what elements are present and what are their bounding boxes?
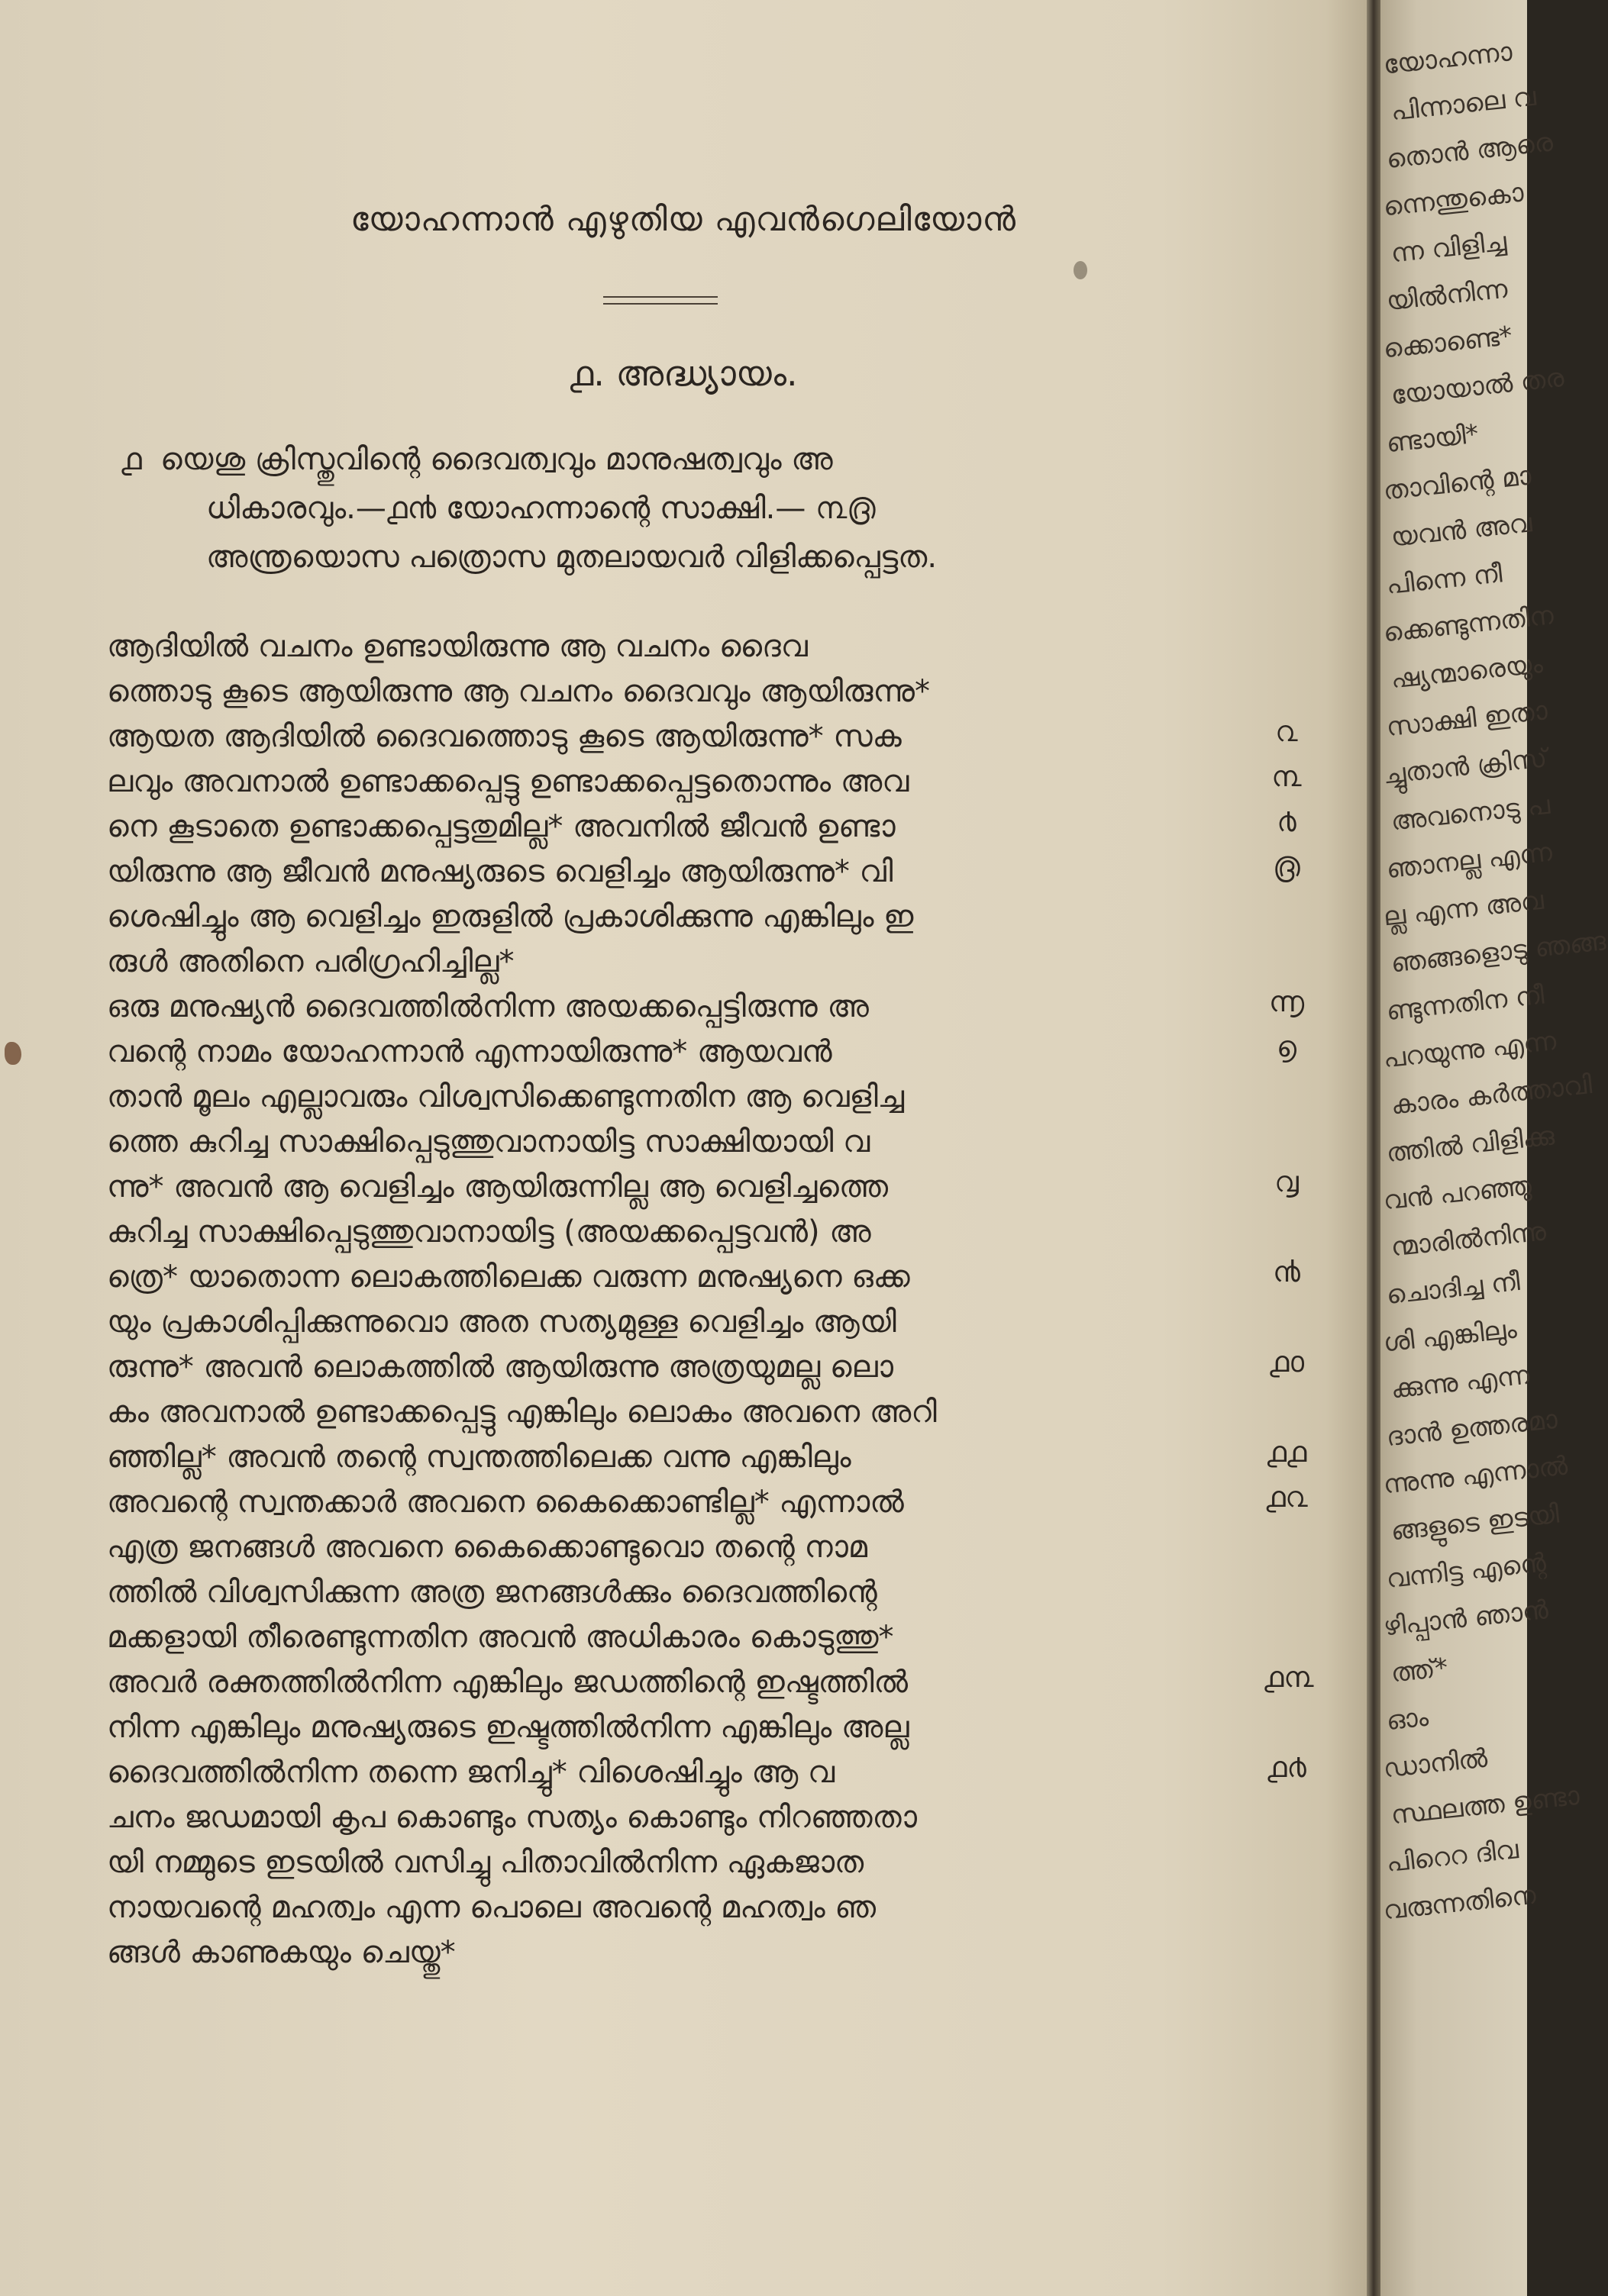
right-page-line: യോയാൽ തര bbox=[1389, 362, 1566, 411]
right-page-line: ഡാനിൽ bbox=[1381, 1743, 1489, 1785]
verse-number: ൫ bbox=[1273, 850, 1300, 883]
book-gutter bbox=[1367, 0, 1380, 2296]
text-line bbox=[107, 1615, 1237, 1660]
right-page-line: ഴിപ്പാൻ ഞാൻ bbox=[1381, 1595, 1550, 1643]
text-line-content: അവന്റെ സ്വന്തക്കാർ അവനെ കൈക്കൊണ്ടില്ല* എന്നാൽ bbox=[107, 1485, 904, 1520]
text-line bbox=[107, 1705, 1237, 1750]
text-line-content: ദൈവത്തിൽനിന്ന തന്നെ ജനിച്ചു* വിശെഷിച്ചും ആ വ bbox=[107, 1755, 835, 1790]
right-page-line: ത്ത്* bbox=[1389, 1652, 1450, 1689]
text-line-content: അവർ രക്തത്തിൽനിന്ന എങ്കിലും ജഡത്തിന്റെ ഇഷ്ടത്തിൽ bbox=[107, 1665, 909, 1700]
ink-blot bbox=[1074, 261, 1087, 279]
text-line-content: രുൾ അതിനെ പരിഗ്രഹിച്ചില്ല* bbox=[107, 944, 515, 979]
text-line bbox=[107, 1300, 1237, 1345]
right-page-partial bbox=[1380, 0, 1608, 2296]
text-line bbox=[107, 1885, 1237, 1930]
text-line-content: രുന്നു* അവൻ ലൊകത്തിൽ ആയിരുന്നു അത്രയുമല്ല ലൊ bbox=[107, 1350, 893, 1385]
text-line-content: എത്ര ജനങ്ങൾ അവനെ കൈക്കൊണ്ടുവൊ തന്റെ നാമ bbox=[107, 1530, 867, 1565]
right-page-line: പിന്നെ നീ bbox=[1384, 558, 1504, 601]
text-line bbox=[107, 1480, 1237, 1525]
text-line-content: താൻ മൂലം എല്ലാവരും വിശ്വസിക്കെണ്ടുന്നതിന ആ വെളിച്ച bbox=[107, 1079, 905, 1114]
right-page-line: ക്കെണ്ടുന്നതിന bbox=[1381, 600, 1555, 649]
right-page-line: പിന്നാലെ വ bbox=[1389, 81, 1538, 127]
verse-number: ൧൩ bbox=[1264, 1660, 1314, 1694]
text-line bbox=[107, 1795, 1237, 1840]
text-line-content: ത്തൊടു കൂടെ ആയിരുന്നു ആ വചനം ദൈവവും ആയിരുന്നു* bbox=[107, 674, 930, 709]
right-page-line: ഷ്യന്മാരെയും bbox=[1389, 648, 1545, 695]
text-line-content: കം അവനാൽ ഉണ്ടാക്കപ്പെട്ടു എങ്കിലും ലൊകം അവനെ അറി bbox=[107, 1395, 937, 1430]
right-page-line: ന്ന വിളിച്ച bbox=[1389, 226, 1508, 269]
text-line-content: ലവും അവനാൽ ഉണ്ടാക്കപ്പെട്ടു ഉണ്ടാക്കപ്പെട്ടതൊന്നും അവ bbox=[107, 764, 909, 799]
chapter-body bbox=[107, 624, 1314, 1975]
text-line bbox=[107, 759, 1237, 805]
right-page-line: ങ്ങളുടെ ഇടയി bbox=[1389, 1498, 1561, 1547]
right-page-line: ശി എങ്കിലും bbox=[1381, 1314, 1519, 1359]
right-page-line: വൻ പറഞ്ഞു bbox=[1381, 1170, 1533, 1217]
page-title: യോഹന്നാൻ എഴുതിയ എവൻഗെലിയോൻ bbox=[350, 200, 1016, 239]
text-line-content: ശെഷിച്ചും ആ വെളിച്ചം ഇരുളിൽ പ്രകാശിക്കുന്നു എങ്കിലും ഇ bbox=[107, 899, 914, 934]
verse-number: ൧൧ bbox=[1266, 1435, 1307, 1469]
verse-number: ൯ bbox=[1273, 1255, 1300, 1288]
text-line bbox=[107, 1390, 1237, 1435]
right-page-line: ന്മാരിൽനിന്നു bbox=[1389, 1216, 1548, 1263]
text-line bbox=[107, 1750, 1237, 1795]
text-line bbox=[107, 895, 1237, 940]
right-page-line: പിറെറ ദിവ bbox=[1384, 1834, 1520, 1879]
right-page-line: ഞാനല്ല എന്ന bbox=[1384, 837, 1554, 885]
right-page-line: ഞങ്ങളൊടു ഞങ്ങ bbox=[1389, 926, 1608, 979]
text-line-content: ചനം ജഡമായി കൃപ കൊണ്ടും സത്യം കൊണ്ടും നിറഞ്ഞതാ bbox=[107, 1800, 917, 1835]
text-line-content: ത്രെ* യാതൊന്ന ലൊകത്തിലെക്ക വരുന്ന മനുഷ്യനെ ഒക്ക bbox=[107, 1259, 910, 1295]
text-line bbox=[107, 1120, 1237, 1165]
text-line-content: ആദിയിൽ വചനം ഉണ്ടായിരുന്നു ആ വചനം ദൈവ bbox=[107, 629, 808, 664]
text-line-content: കുറിച്ച സാക്ഷിപ്പെടുത്തുവാനായിട്ട (അയക്കപ്പെട്ടവൻ) അ bbox=[107, 1214, 871, 1250]
page-edge-stain bbox=[5, 1042, 21, 1065]
text-line bbox=[107, 1345, 1237, 1390]
text-line bbox=[107, 940, 1237, 985]
text-line bbox=[107, 669, 1237, 714]
right-page-line: ണ്ടുന്നതിന നീ bbox=[1384, 979, 1546, 1027]
right-page-text bbox=[1380, 37, 1608, 1935]
right-page-line: അവനൊടു പ bbox=[1389, 789, 1551, 837]
title-rule bbox=[603, 296, 718, 305]
text-line bbox=[107, 1930, 1237, 1975]
verse-number: ൧൨ bbox=[1265, 1480, 1308, 1514]
text-line-content: ഞ്ഞില്ല* അവൻ തന്റെ സ്വന്തത്തിലെക്ക വന്നു എങ്കിലും bbox=[107, 1440, 851, 1475]
right-page-line: ന്നുന്നു എന്നാൽ bbox=[1381, 1450, 1570, 1501]
right-page-line: ണ്ടായി* bbox=[1384, 418, 1480, 460]
right-page-line: ല്ല എന്ന അവ bbox=[1381, 885, 1545, 933]
right-page-line: തൊൻ ആരെ bbox=[1384, 127, 1555, 176]
text-line bbox=[107, 1660, 1237, 1705]
text-line-content: യിരുന്നു ആ ജീവൻ മനുഷ്യരുടെ വെളിച്ചം ആയിരുന്നു* വി bbox=[107, 854, 893, 889]
verse-number: ൪ bbox=[1277, 805, 1296, 838]
text-line bbox=[107, 1255, 1237, 1300]
right-page-line: താവിന്റെ മാ bbox=[1381, 460, 1533, 507]
chapter-heading: ൧. അദ്ധ്യായം. bbox=[569, 353, 798, 394]
text-line bbox=[107, 624, 1237, 669]
right-page-line: ചൊദിച്ച നീ bbox=[1384, 1266, 1522, 1311]
text-line bbox=[107, 850, 1237, 895]
right-page-line: വരുന്നതിനെ bbox=[1381, 1879, 1538, 1927]
text-line bbox=[107, 714, 1237, 759]
summary-line: അന്ത്രയൊസ പത്രൊസ മുതലായവർ വിളിക്കപ്പെട്ടത. bbox=[206, 540, 938, 575]
right-page-line: കാരം കർത്താവി bbox=[1389, 1069, 1593, 1121]
right-page-line: ദാൻ ഉത്തരമാ bbox=[1384, 1404, 1559, 1453]
text-line-content: നായവന്റെ മഹത്വം എന്ന പൊലെ അവന്റെ മഹത്വം ഞ bbox=[107, 1890, 877, 1925]
right-page-line: സ്ഥലത്ത ഉണ്ടാ bbox=[1389, 1780, 1581, 1831]
chapter-summary bbox=[121, 435, 1229, 582]
text-line bbox=[107, 1570, 1237, 1615]
right-page-line: ത്തിൽ വിളിക്കു bbox=[1384, 1121, 1556, 1169]
right-page-line: ക്കൊണ്ടെ* bbox=[1381, 320, 1514, 365]
summary-verse-number: ൧ bbox=[121, 442, 142, 477]
summary-line: യെശു ക്രിസ്തുവിന്റെ ദൈവത്വവും മാനുഷത്വവും അ bbox=[160, 442, 833, 477]
text-line bbox=[107, 1840, 1237, 1885]
right-page-line: യോഹന്നാ bbox=[1381, 37, 1514, 81]
text-line bbox=[107, 1075, 1237, 1120]
text-line-content: ആയത ആദിയിൽ ദൈവത്തൊടു കൂടെ ആയിരുന്നു* സക bbox=[107, 719, 902, 754]
text-line bbox=[107, 1210, 1237, 1255]
verse-number: ൮ bbox=[1274, 1165, 1299, 1198]
text-line-content: ത്തെ കുറിച്ച സാക്ഷിപ്പെടുത്തുവാനായിട്ട സാക്ഷിയായി വ bbox=[107, 1124, 870, 1159]
right-page-line: ച്ചുതാൻ ക്രിസ് bbox=[1381, 743, 1548, 791]
verse-number: ൬ bbox=[1268, 985, 1305, 1018]
text-line-content: യും പ്രകാശിപ്പിക്കുന്നുവൊ അത സത്യമുള്ള വെളിച്ചം ആയി bbox=[107, 1304, 896, 1340]
text-line-content: മക്കളായി തീരെണ്ടുന്നതിന അവൻ അധികാരം കൊടുത്തു* bbox=[107, 1620, 894, 1655]
verse-number: ൧൦ bbox=[1268, 1345, 1305, 1379]
right-page-line: യിൽനിന്ന bbox=[1384, 273, 1510, 318]
verse-number: ൧൪ bbox=[1267, 1750, 1306, 1784]
right-page-line: സാക്ഷി ഇതാ bbox=[1384, 695, 1549, 743]
text-line-content: യി നമ്മുടെ ഇടയിൽ വസിച്ചു പിതാവിൽനിന്ന ഏകജാത bbox=[107, 1845, 864, 1880]
right-page-line: ഓം bbox=[1384, 1701, 1430, 1737]
verse-number: ൭ bbox=[1277, 1030, 1296, 1063]
text-line-content: ത്തിൽ വിശ്വസിക്കുന്ന അത്ര ജനങ്ങൾക്കും ദൈവത്തിന്റെ bbox=[107, 1575, 877, 1610]
text-line bbox=[107, 985, 1237, 1030]
text-line bbox=[107, 805, 1237, 850]
text-line bbox=[107, 1435, 1237, 1480]
summary-line: ധികാരവും.—൧൯ യോഹന്നാന്റെ സാക്ഷി.— ൩൫ bbox=[206, 491, 876, 526]
right-page-line: പറയുന്നു എന്ന bbox=[1381, 1025, 1558, 1075]
right-page-line: ന്നെന്തുകൊ bbox=[1381, 177, 1526, 223]
text-line bbox=[107, 1030, 1237, 1075]
text-line-content: ന്നു* അവൻ ആ വെളിച്ചം ആയിരുന്നില്ല ആ വെളിച്ചത്തെ bbox=[107, 1169, 889, 1204]
verse-number: ൨ bbox=[1275, 714, 1298, 748]
right-page-line: ക്കുന്നു എന്ന bbox=[1389, 1359, 1532, 1405]
text-line-content: നിന്ന എങ്കിലും മനുഷ്യരുടെ ഇഷ്ടത്തിൽനിന്ന എങ്കിലും അല്ല bbox=[107, 1710, 909, 1745]
verse-number: ൩ bbox=[1271, 759, 1302, 793]
text-line-content: നെ കൂടാതെ ഉണ്ടാക്കപ്പെട്ടതുമില്ല* അവനിൽ ജീവൻ ഉണ്ടാ bbox=[107, 809, 896, 844]
text-line-content: ങ്ങൾ കാണുകയും ചെയ്തു* bbox=[107, 1935, 456, 1970]
text-line bbox=[107, 1165, 1237, 1210]
text-line-content: ഒരു മനുഷ്യൻ ദൈവത്തിൽനിന്ന അയക്കപ്പെട്ടിരുന്നു അ bbox=[107, 989, 869, 1024]
right-page-line: യവൻ അവ bbox=[1389, 508, 1534, 553]
right-page-line: വന്നിട്ട എന്റെ bbox=[1384, 1547, 1548, 1595]
text-line-content: വന്റെ നാമം യോഹന്നാൻ എന്നായിരുന്നു* ആയവൻ bbox=[107, 1034, 832, 1069]
text-line bbox=[107, 1525, 1237, 1570]
